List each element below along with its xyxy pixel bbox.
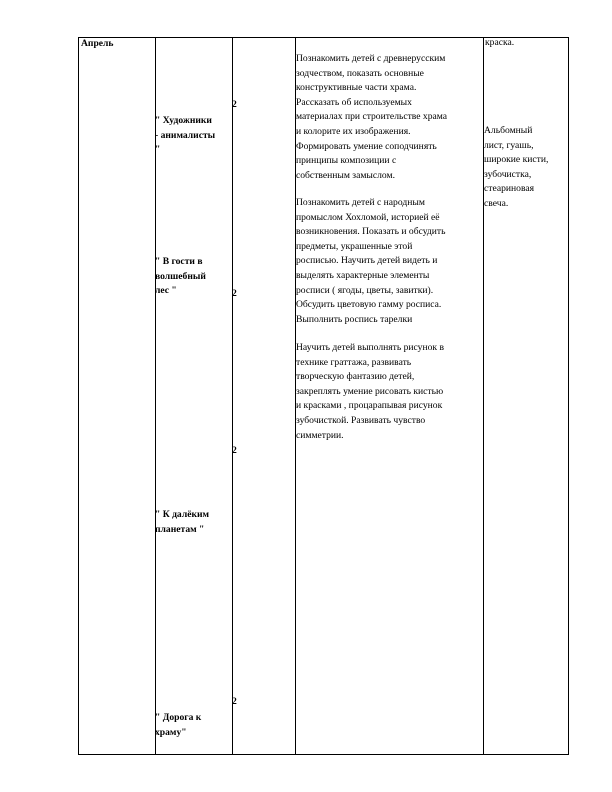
lesson-goal: Научить детей выполнять рисунок в технике граттажа, развивать творческую фантазию детей, закреплять умение рисовать кистью и красками , процарапывая рисунок зубочисткой. Развивать чувство симметрии. <box>296 342 445 441</box>
lesson-hours: 2 <box>232 445 237 456</box>
lesson-materials: Альбомный лист, гуашь, широкие кисти, зубочистка, стеариновая свеча. <box>484 125 549 209</box>
lesson-hours: 2 <box>232 288 237 299</box>
month-label: Апрель <box>81 38 114 49</box>
lesson-title: " Художники - анималисты " <box>155 115 216 156</box>
lesson-hours: 2 <box>232 696 237 707</box>
lesson-title: " В гости в волшебный лес " <box>155 256 206 297</box>
materials-continued: краска. <box>485 37 515 48</box>
lesson-title: " Дорога к храму" <box>155 712 202 738</box>
lesson-hours: 2 <box>232 99 237 110</box>
lesson-goal: Познакомить детей с древнерусским зодчеством, показать основные конструктивные части храма. Рассказать об используемых материалах при строительстве храма и колорите их изображения. Формировать умение соподчинять принципы композиции с собственным замыслом. <box>296 53 448 181</box>
lesson-goal: Познакомить детей с народным промыслом Хохломой, историей её возникновения. Показать и обсудить предметы, украшенные этой росписью. Научить детей видеть и выделять характерные элементы росписи ( ягоды, цветы, завитки). Обсудить цветовую гамму росписа. Выполнить роспись тарелки <box>296 197 446 325</box>
lesson-title: " К далёким планетам " <box>155 509 210 535</box>
column-divider <box>232 38 233 754</box>
